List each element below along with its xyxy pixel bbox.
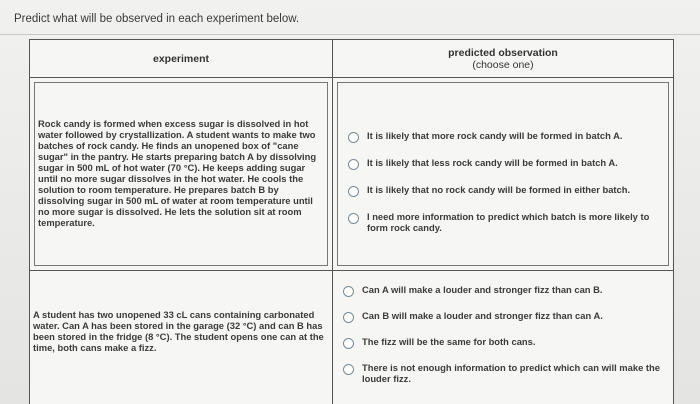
experiment-text-2: A student has two unopened 33 cL cans containing carbonated water. Can A has been stored in the garage (32 °C) and can B has been stored in the fridge (8 °C). The student opens one can at the time, both cans make a fizz. <box>33 309 324 353</box>
option-label: Can A will make a louder and stronger fizz than can B. <box>362 284 603 295</box>
option-q1-b[interactable] <box>348 158 668 185</box>
radio-button[interactable] <box>348 132 359 143</box>
option-q1-d[interactable] <box>348 212 668 239</box>
header-experiment: experiment <box>152 52 210 65</box>
option-label: It is likely that more rock candy will be formed in batch A. <box>367 130 623 141</box>
option-label: The fizz will be the same for both cans. <box>362 336 536 347</box>
options-group-2 <box>333 271 673 389</box>
radio-button[interactable] <box>348 186 359 197</box>
option-q2-b[interactable] <box>343 311 673 337</box>
radio-button[interactable] <box>348 159 359 170</box>
radio-button[interactable] <box>343 338 354 349</box>
observation-cell-2 <box>333 271 674 404</box>
header-observation-hint: (choose one) <box>472 58 534 71</box>
option-label: It is likely that no rock candy will be formed in either batch. <box>367 184 631 195</box>
option-q2-d[interactable] <box>343 363 673 389</box>
prediction-table <box>29 39 674 404</box>
option-label: It is likely that less rock candy will be formed in batch A. <box>367 157 618 168</box>
option-q1-c[interactable] <box>348 185 668 212</box>
observation-frame-1 <box>337 82 669 266</box>
radio-button[interactable] <box>343 286 354 297</box>
question-row-2 <box>30 271 674 404</box>
option-q2-a[interactable] <box>343 285 673 311</box>
observation-cell-1 <box>333 78 674 271</box>
option-label: Can B will make a louder and stronger fizz than can A. <box>362 310 603 321</box>
header-observation: predicted observation <box>448 46 558 59</box>
question-row-1 <box>30 78 674 271</box>
experiment-cell-1 <box>30 78 333 271</box>
radio-button[interactable] <box>348 213 359 224</box>
experiment-cell-2 <box>30 271 333 404</box>
option-label: There is not enough information to predict which can will make the louder fizz. <box>362 362 660 384</box>
option-q1-a[interactable] <box>348 131 668 158</box>
radio-button[interactable] <box>343 312 354 323</box>
option-q2-c[interactable] <box>343 337 673 363</box>
header-observation-cell <box>333 40 674 78</box>
options-group-1 <box>338 83 668 239</box>
experiment-frame-1 <box>34 82 328 266</box>
experiment-text-1: Rock candy is formed when excess sugar is dissolved in hot water followed by crystallization. A student wants to make two batches of rock candy. He finds an unopened box of "cane sugar" in the pantry. He starts preparing batch A by dissolving sugar in 500 mL of hot water (70 °C). He keeps adding sugar until no more sugar dissolves in the hot water. He cools the solution to room temperature. He prepares batch B by dissolving sugar in 500 mL of water at room temperature until no more sugar is dissolved. He lets the solution sit at room temperature. <box>38 118 317 228</box>
instructions-text: Predict what will be observed in each experiment below. <box>14 13 300 25</box>
header-experiment-cell <box>30 40 333 78</box>
divider <box>0 34 700 35</box>
option-label: I need more information to predict which batch is more likely to form rock candy. <box>367 211 650 233</box>
radio-button[interactable] <box>343 364 354 375</box>
table-header-row <box>30 40 674 78</box>
